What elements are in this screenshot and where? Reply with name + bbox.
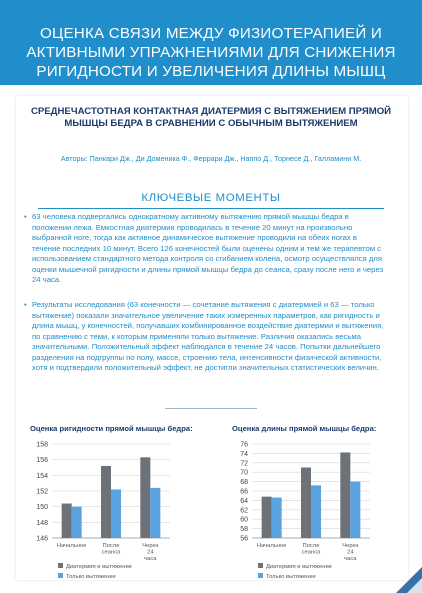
legend-label: Только вытяжение xyxy=(266,574,316,580)
y-tick-label: 156 xyxy=(36,457,48,465)
y-tick-label: 68 xyxy=(240,479,248,487)
x-tick-label: После сеанса xyxy=(101,543,121,556)
y-tick-label: 154 xyxy=(36,472,48,480)
legend-swatch xyxy=(58,573,63,578)
x-tick-label: Начальное xyxy=(56,543,87,549)
y-tick-label: 158 xyxy=(36,441,48,449)
page-corner-curl xyxy=(407,578,422,593)
key-moments-heading: КЛЮЧЕВЫЕ МОМЕНТЫ xyxy=(141,192,281,204)
y-tick-label: 152 xyxy=(36,488,48,496)
y-tick-label: 56 xyxy=(240,535,248,543)
y-tick-label: 70 xyxy=(240,469,248,477)
y-tick-label: 60 xyxy=(240,516,248,524)
bar xyxy=(311,485,321,538)
y-tick-label: 76 xyxy=(240,441,248,449)
bar xyxy=(272,498,282,538)
y-tick-label: 146 xyxy=(36,535,48,543)
page-title: ОЦЕНКА СВЯЗИ МЕЖДУ ФИЗИОТЕРАПИЕЙ И АКТИВНЫМИ УПРАЖНЕНИЯМИ ДЛЯ СНИЖЕНИЯ РИГИДНОСТИ И УВЕЛИЧЕНИЯ ДЛИНЫ МЫШЦ xyxy=(26,25,396,80)
y-tick-label: 148 xyxy=(36,519,48,527)
bar xyxy=(111,489,121,538)
y-tick-label: 64 xyxy=(240,497,248,505)
stiffness-chart xyxy=(20,434,210,586)
authors: Авторы: Панкари Дж., Ди Доменика Ф., Феррари Дж., Наппо Д., Торнесе Д., Галламини М. xyxy=(60,154,362,163)
y-tick-label: 58 xyxy=(240,526,248,534)
bar xyxy=(301,468,311,539)
chart-title-length: Оценка длины прямой мышцы бедра: xyxy=(232,424,377,433)
y-tick-label: 62 xyxy=(240,507,248,515)
bar xyxy=(340,452,350,538)
x-tick-label: Начальное xyxy=(256,543,287,549)
y-tick-label: 66 xyxy=(240,488,248,496)
x-tick-label: После сеанса xyxy=(301,543,321,556)
bar xyxy=(350,482,360,538)
x-tick-label: Через 24 часа xyxy=(142,543,159,562)
heading-divider xyxy=(38,208,384,209)
y-tick-label: 74 xyxy=(240,450,248,458)
key-point-1: • 63 человека подвергались однократному активному вытяжению прямой мышцы бедра в положении лежа. Емкостная диатермия проводилась в течение 20 минут на произвольно выбранной ноге, тогда как активное динамическое вытяжение проводили на обеих ногах в течение последних 10 минут. Всего 126 конечностей были оценены одним и тем же терапевтом с использованием стандартного метода контроля со сгибанием колена, осмотр осуществлялся для оценки мышечной ригидности и длины прямой мышцы бедра до сеанса, сразу после него и через 24 часа. xyxy=(32,212,384,286)
legend-swatch xyxy=(58,563,63,568)
x-tick-label: Через 24 часа xyxy=(342,543,359,562)
legend-swatch xyxy=(258,573,263,578)
chart-title-stiffness: Оценка ригидности прямой мышцы бедра: xyxy=(30,424,193,433)
bar xyxy=(262,497,272,538)
section-divider xyxy=(165,408,257,409)
legend-label: Только вытяжение xyxy=(66,574,116,580)
bar xyxy=(140,457,150,538)
legend-label: Диатермия и вытяжение xyxy=(266,564,332,570)
article-subtitle: СРЕДНЕЧАСТОТНАЯ КОНТАКТНАЯ ДИАТЕРМИЯ С ВЫТЯЖЕНИЕМ ПРЯМОЙ МЫШЦЫ БЕДРА В СРАВНЕНИИ С ОБЫЧНЫМ ВЫТЯЖЕНИЕМ xyxy=(30,106,392,129)
y-tick-label: 72 xyxy=(240,460,248,468)
bar xyxy=(101,466,111,538)
legend-label: Диатермия и вытяжение xyxy=(66,564,132,570)
y-tick-label: 150 xyxy=(36,504,48,512)
bar xyxy=(72,507,82,538)
header-banner xyxy=(0,0,422,85)
length-chart xyxy=(220,434,410,586)
legend-swatch xyxy=(258,563,263,568)
key-point-2: • Результаты исследования (63 конечности — сочетание вытяжения с диатермией и 63 — только вытяжение) показали значительное увеличение таких измеренных параметров, как ригидность и длина мышц, у конечностей, получавших комбинированное воздействие диатермии и вытяжения, по сравнению с теми, к которым применяли только вытяжение. Различия оказались весьма значительными. Положительный эффект наблюдался в течение 24 часов. Попытки дальнейшего разделения на подгруппы по полу, массе, строению тела, интенсивности физической активности, хотя и подтвердили положительный эффект, не достигли значительных статистических величин. xyxy=(32,300,384,374)
bar xyxy=(150,488,160,538)
bar xyxy=(62,504,72,538)
